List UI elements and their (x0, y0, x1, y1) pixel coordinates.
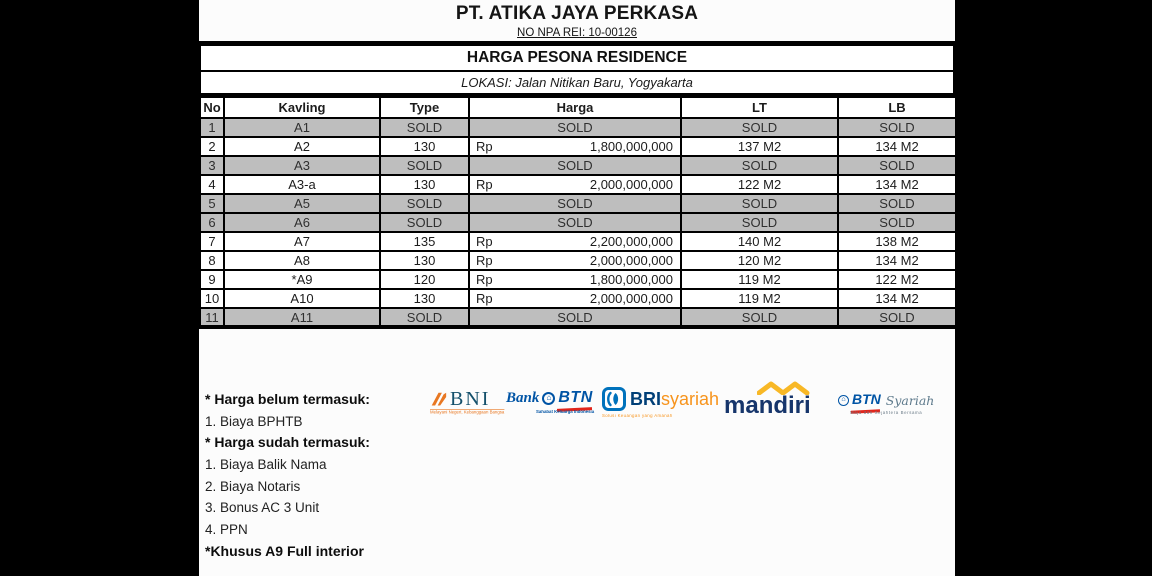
col-header-kavling: Kavling (224, 97, 380, 118)
cell-lb: 122 M2 (838, 270, 956, 289)
price-amount: 2,000,000,000 (589, 253, 673, 268)
cell-kavling: A3-a (224, 175, 380, 194)
cell-harga: SOLD (469, 156, 681, 175)
cell-no: 10 (200, 289, 224, 308)
col-header-harga: Harga (469, 97, 681, 118)
cell-no: 11 (200, 308, 224, 327)
cell-lt: SOLD (681, 213, 838, 232)
note-line: 3. Bonus AC 3 Unit (205, 500, 320, 516)
price-amount: 1,800,000,000 (589, 139, 673, 154)
cell-lt: 119 M2 (681, 289, 838, 308)
currency-label: Rp (476, 291, 493, 306)
mandiri-logo (724, 381, 811, 419)
bri-word: BRI (630, 389, 661, 409)
cell-lb: 134 M2 (838, 175, 956, 194)
table-header-row (200, 97, 956, 118)
cell-no: 9 (200, 270, 224, 289)
currency-label: Rp (476, 139, 493, 154)
cell-no: 6 (200, 213, 224, 232)
btn-syariah-logo (838, 391, 967, 418)
brisyariah-icon (602, 387, 626, 411)
col-header-no: No (200, 97, 224, 118)
table-row (200, 156, 956, 175)
currency-label: Rp (476, 253, 493, 268)
partner-bank-logos (430, 381, 954, 433)
table-row (200, 251, 956, 270)
brisyariah-tagline: Solusi Keuangan yang Amanah (602, 414, 673, 419)
table-row (200, 308, 956, 327)
btn-tagline: Sahabat Keluarga Indonesia (536, 410, 595, 415)
cell-lb: SOLD (838, 213, 956, 232)
cell-lb: 134 M2 (838, 289, 956, 308)
currency-label: Rp (476, 272, 493, 287)
btn-wordmark-wrap (558, 389, 592, 407)
price-sheet (199, 41, 955, 329)
btn-bank-word: Bank (506, 389, 540, 406)
bni-tagline: Melayani Negeri, Kebanggaan Bangsa (430, 410, 505, 415)
cell-kavling: A6 (224, 213, 380, 232)
note-line: 2. Biaya Notaris (205, 478, 301, 494)
btn-syariah-house-icon: ⌂ (838, 395, 849, 406)
note-line: 1. Biaya Balik Nama (205, 457, 327, 473)
table-row (200, 194, 956, 213)
cell-lt: SOLD (681, 308, 838, 327)
note-line: *Khusus A9 Full interior (205, 542, 364, 559)
document-page (199, 0, 955, 576)
table-row (200, 175, 956, 194)
note-line: * Harga sudah termasuk: (205, 434, 370, 451)
cell-no: 5 (200, 194, 224, 213)
cell-lt: SOLD (681, 118, 838, 137)
table-row (200, 232, 956, 251)
cell-kavling: A1 (224, 118, 380, 137)
table-row (200, 213, 956, 232)
cell-harga: SOLD (469, 118, 681, 137)
btn-syariah-wordmark-wrap (852, 391, 881, 409)
cell-harga: SOLD (469, 194, 681, 213)
cell-harga (469, 137, 681, 156)
cell-lb: SOLD (838, 156, 956, 175)
table-row (200, 289, 956, 308)
cell-lb: SOLD (838, 308, 956, 327)
cell-kavling: A8 (224, 251, 380, 270)
cell-lt: 140 M2 (681, 232, 838, 251)
cell-harga (469, 289, 681, 308)
cell-type: 130 (380, 137, 469, 156)
btn-syariah-script-word: Syariah (885, 392, 935, 408)
cell-harga (469, 270, 681, 289)
cell-kavling: A10 (224, 289, 380, 308)
price-notes (205, 389, 370, 563)
sheet-title: HARGA PESONA RESIDENCE (199, 41, 955, 72)
col-header-lb: LB (838, 97, 956, 118)
btn-syariah-wordmark: BTN (852, 391, 881, 407)
cell-type: 130 (380, 175, 469, 194)
price-amount: 2,200,000,000 (589, 234, 673, 249)
note-line: * Harga belum termasuk: (205, 391, 370, 407)
cell-lt: 120 M2 (681, 251, 838, 270)
cell-type: 135 (380, 232, 469, 251)
cell-type: 130 (380, 289, 469, 308)
mandiri-wordmark: mandiri (724, 392, 811, 419)
cell-lt: 122 M2 (681, 175, 838, 194)
btn-house-icon: ⌂ (542, 392, 555, 405)
btn-syariah-tagline: Maju dan Sejahtera Bersama (850, 411, 923, 416)
cell-lb: 134 M2 (838, 137, 956, 156)
cell-no: 8 (200, 251, 224, 270)
syariah-word: syariah (661, 389, 720, 409)
cell-type: 120 (380, 270, 469, 289)
cell-harga (469, 232, 681, 251)
note-line: 4. PPN (205, 522, 248, 538)
table-row (200, 137, 956, 156)
npa-registration-number: NO NPA REI: 10-00126 (517, 27, 637, 39)
cell-kavling: A3 (224, 156, 380, 175)
cell-lt: 119 M2 (681, 270, 838, 289)
cell-lt: SOLD (681, 194, 838, 213)
price-amount: 2,000,000,000 (589, 291, 673, 306)
price-table (199, 96, 957, 329)
cell-type: SOLD (380, 156, 469, 175)
cell-harga (469, 175, 681, 194)
cell-no: 4 (200, 175, 224, 194)
cell-no: 1 (200, 118, 224, 137)
bni-sail-icon (430, 391, 447, 408)
cell-kavling: A5 (224, 194, 380, 213)
cell-lt: SOLD (681, 156, 838, 175)
btn-syariah-logo-row (838, 391, 967, 409)
cell-no: 7 (200, 232, 224, 251)
bni-wordmark: BNI (450, 388, 491, 410)
cell-no: 3 (200, 156, 224, 175)
cell-kavling: *A9 (224, 270, 380, 289)
note-line: 1. Biaya BPHTB (205, 413, 303, 429)
location-line: LOKASI: Jalan Nitikan Baru, Yogyakarta (199, 72, 955, 96)
cell-lb: SOLD (838, 194, 956, 213)
price-amount: 2,000,000,000 (589, 177, 673, 192)
brisyariah-wordmark (630, 390, 719, 408)
cell-type: SOLD (380, 118, 469, 137)
brisyariah-logo (602, 387, 719, 421)
btn-wordmark: BTN (558, 389, 593, 406)
company-title: PT. ATIKA JAYA PERKASA (455, 3, 699, 24)
cell-type: SOLD (380, 308, 469, 327)
currency-label: Rp (476, 234, 493, 249)
cell-type: 130 (380, 251, 469, 270)
price-amount: 1,800,000,000 (589, 272, 673, 287)
cell-type: SOLD (380, 213, 469, 232)
table-row (200, 270, 956, 289)
cell-lb: SOLD (838, 118, 956, 137)
cell-lb: 138 M2 (838, 232, 956, 251)
col-header-type: Type (380, 97, 469, 118)
cell-harga: SOLD (469, 308, 681, 327)
cell-kavling: A11 (224, 308, 380, 327)
col-header-lt: LT (681, 97, 838, 118)
cell-harga: SOLD (469, 213, 681, 232)
cell-harga (469, 251, 681, 270)
table-row (200, 118, 956, 137)
cell-kavling: A7 (224, 232, 380, 251)
cell-type: SOLD (380, 194, 469, 213)
cell-no: 2 (200, 137, 224, 156)
currency-label: Rp (476, 177, 493, 192)
cell-lb: 134 M2 (838, 251, 956, 270)
cell-lt: 137 M2 (681, 137, 838, 156)
brisyariah-logo-row (602, 387, 719, 411)
cell-kavling: A2 (224, 137, 380, 156)
